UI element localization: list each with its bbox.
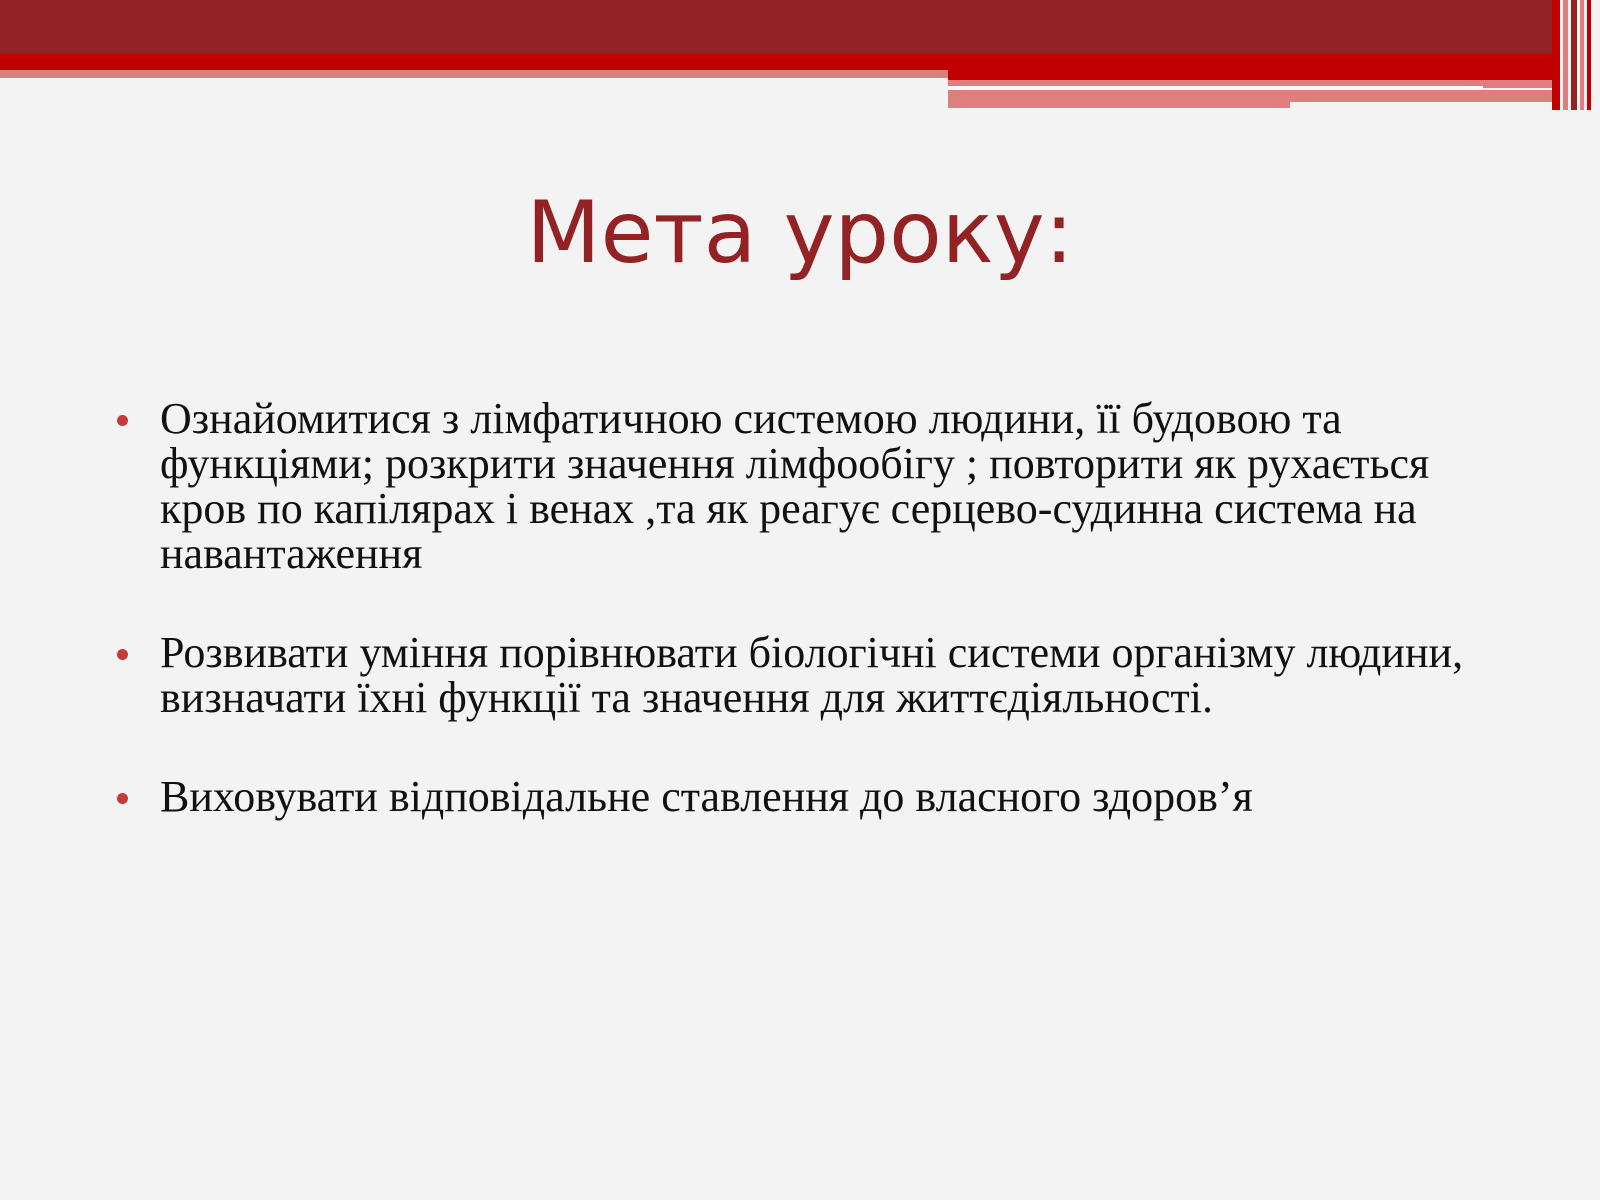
header-band-pink-left: [0, 70, 948, 78]
bullet-dot-icon: [117, 649, 128, 660]
bullet-dot-icon: [117, 793, 128, 804]
bullet-item: [110, 630, 1510, 720]
header-band-red-right: [948, 70, 1560, 80]
header-band-dark: [0, 0, 1560, 54]
slide-title: Мета уроку:: [526, 183, 1074, 283]
header-band-white-line: [948, 86, 1483, 90]
bullet-text: Виховувати відповідальне ставлення до власного здоров’я: [160, 772, 1253, 821]
header-band-red: [0, 54, 1560, 70]
bullet-item: [110, 396, 1510, 576]
header-band-pink-right-lower: [948, 90, 1560, 102]
bullet-list: [110, 396, 1510, 873]
bullet-item: [110, 774, 1510, 819]
bullet-text: Розвивати уміння порівнювати біологічні системи організму людини, визначати їхні функції та значення для життєдіяльності.: [160, 628, 1464, 722]
header-band-pink-short: [948, 102, 1290, 108]
header-stripes: [1552, 0, 1600, 110]
bullet-text: Ознайомитися з лімфатичною системою людини, її будовою та функціями; розкрити значення лімфообігу ; повторити як рухається кров по капілярах і венах ,та як реагує серцево-судинна система на навантаження: [160, 394, 1430, 578]
bullet-dot-icon: [117, 415, 128, 426]
